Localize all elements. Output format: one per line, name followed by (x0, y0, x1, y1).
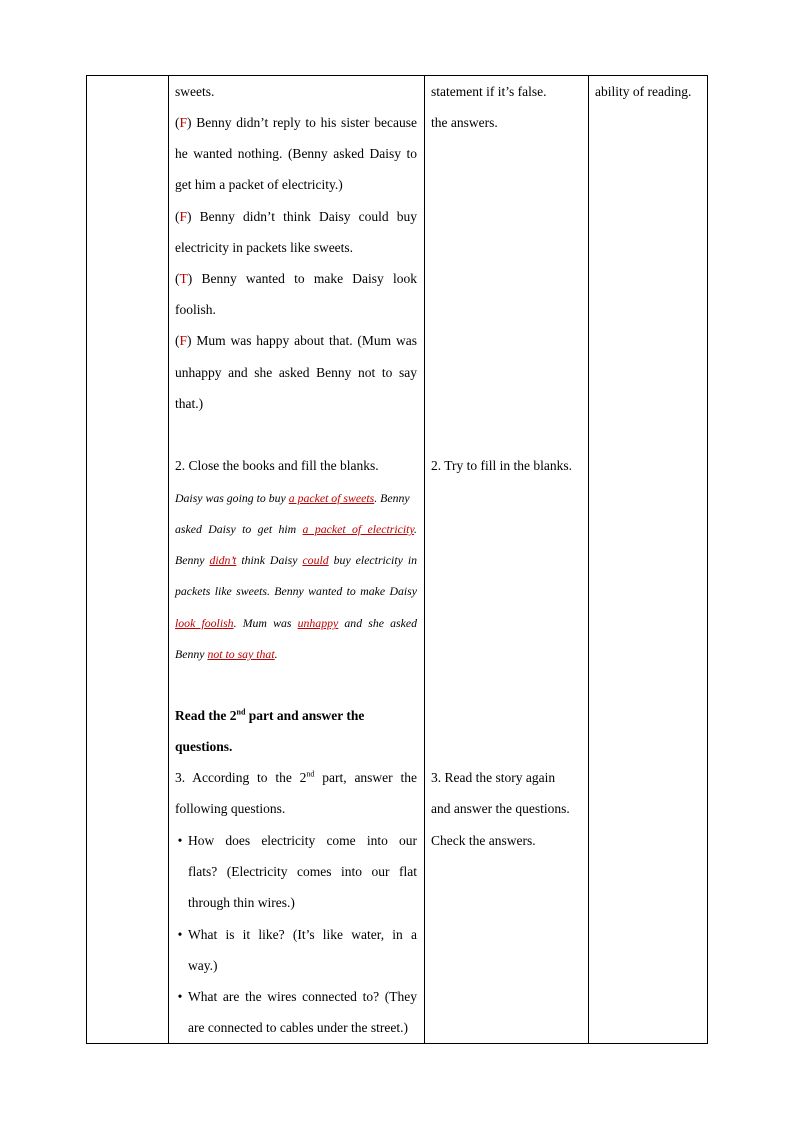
cloze-line-4: packets like sweets. Benny wanted to make Daisy (175, 584, 417, 598)
text-line: the answers. (431, 115, 498, 130)
task-3-line-1: 3. According to the 2nd part, answer the (175, 769, 417, 785)
tf-text: Benny wanted to make Daisy look (201, 271, 417, 286)
tf-mark: F (179, 209, 188, 224)
tf-item-4-line-2: unhappy and she asked Benny not to say (175, 365, 417, 380)
cloze-line-1: Daisy was going to buy a packet of sweets. Benny (175, 491, 410, 505)
tf-text: Benny didn’t think Daisy could buy (199, 209, 417, 224)
part-2-heading: Read the 2nd part and answer the (175, 707, 365, 723)
bullet-icon: • (177, 927, 183, 942)
bullet-icon: • (177, 989, 183, 1004)
task-2-title: 2. Close the books and fill the blanks. (175, 458, 379, 473)
text-line: statement if it’s false. (431, 84, 547, 99)
column-divider-3 (588, 75, 589, 1043)
tf-item-2-line-1: (F) Benny didn’t think Daisy could buy (175, 209, 417, 224)
cloze-answer: could (302, 553, 329, 567)
cloze-answer: didn’t (209, 553, 237, 567)
text-line: 3. Read the story again (431, 770, 556, 785)
text-line: and answer the questions. (431, 801, 570, 816)
part-2-heading-cont: questions. (175, 739, 233, 754)
tf-mark: F (179, 115, 188, 130)
tf-item-1-line-1: (F) Benny didn’t reply to his sister because (175, 115, 417, 130)
cloze-line-3: Benny didn’t think Daisy could buy electricity in (175, 553, 417, 567)
column-2-cell: sweets. (F) Benny didn’t reply to his sister because he wanted nothing. (Benny asked Daisy to get him a packet of electricity.) (F) Benny didn’t think Daisy could buy electricity in packets like sweets. (T) Benny wanted to make Daisy look foolish. (F) Mum was happy about that. (Mum was unhappy and she asked Benny not to say that.) 2. Close the books and fill the blanks. Daisy was going to buy a packet of sweets. Benny asked Daisy to get him a packet of electricity. Benny didn’t think Daisy could buy electricity in packets like sweets. Benny wanted to make Daisy look foolish. Mum was unhappy and she asked Benny not to say that. Read the 2nd part and answer the questions. 3. According to the 2nd part, answer the following questions. • How does electricity come into our flats? (Electricity comes into our flat through thin wires.) • What is it like? (It’s like water, in a way.) • What are the wires connected to? (They are connected to cables under the street.) (175, 84, 417, 1035)
tf-item-1-line-2: he wanted nothing. (Benny asked Daisy to (175, 146, 417, 161)
cloze-answer: look foolish (175, 616, 234, 630)
bullet-icon: • (177, 833, 183, 848)
tf-item-3-line-1: (T) Benny wanted to make Daisy look (175, 271, 417, 286)
tf-text: Benny didn’t reply to his sister because (196, 115, 417, 130)
cloze-line-6: Benny not to say that. (175, 647, 278, 661)
cloze-answer: unhappy (297, 616, 339, 630)
column-1-cell (87, 76, 167, 1042)
cloze-answer: not to say that (207, 647, 275, 661)
column-4-cell (595, 0, 700, 1123)
column-divider-1 (168, 75, 169, 1043)
tf-item-4-line-1: (F) Mum was happy about that. (Mum was (175, 333, 417, 348)
task-3-line-2: following questions. (175, 801, 286, 816)
text-line: ability of reading. (595, 84, 692, 99)
text-line: Check the answers. (431, 833, 536, 848)
tf-item-3-line-2: foolish. (175, 302, 216, 317)
cloze-line-2: asked Daisy to get him a packet of electricity. (175, 522, 417, 536)
cloze-answer: a packet of electricity (302, 522, 415, 536)
tf-item-4-line-3: that.) (175, 396, 204, 411)
cloze-line-5: look foolish. Mum was unhappy and she asked (175, 616, 417, 630)
tf-mark: T (179, 271, 188, 286)
tf-mark: F (179, 333, 188, 348)
text-line: 2. Try to fill in the blanks. (431, 458, 573, 473)
tf-text: Mum was happy about that. (Mum was (196, 333, 417, 348)
column-divider-2 (424, 75, 425, 1043)
text-line: sweets. (175, 84, 215, 99)
tf-item-2-line-2: electricity in packets like sweets. (175, 240, 354, 255)
tf-item-1-line-3: get him a packet of electricity.) (175, 177, 343, 192)
column-3-cell (431, 0, 583, 1123)
cloze-answer: a packet of sweets (288, 491, 375, 505)
